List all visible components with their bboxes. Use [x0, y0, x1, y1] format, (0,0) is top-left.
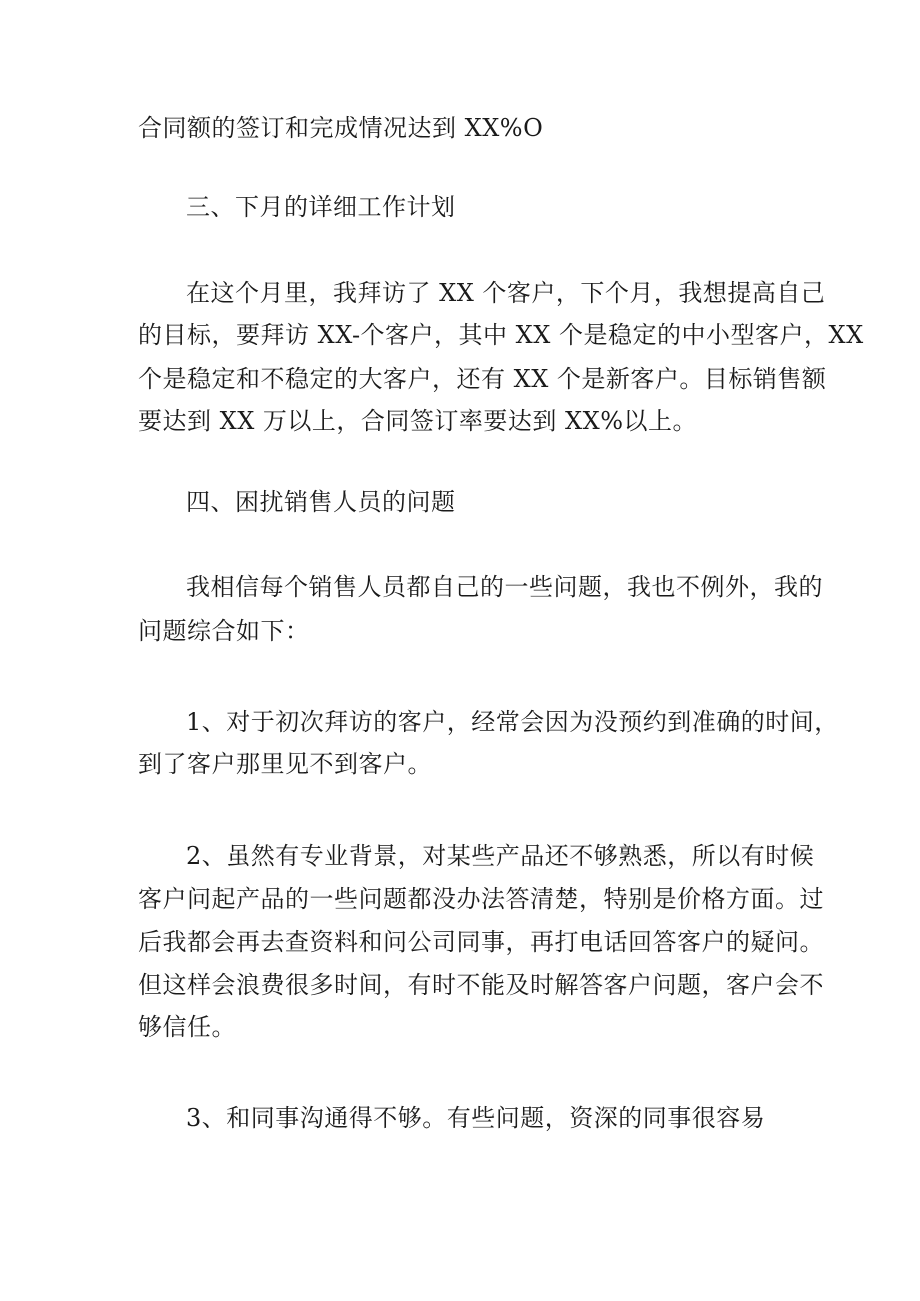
section-heading: 三、下月的详细工作计划: [186, 193, 456, 221]
list-item-line: 客户问起产品的一些问题都没办法答清楚，特别是价格方面。过: [138, 885, 824, 913]
list-item-line: 后我都会再去查资料和问公司同事，再打电话回答客户的疑问。: [138, 928, 824, 956]
paragraph-line: 合同额的签订和完成情况达到 XX%O: [138, 114, 544, 142]
paragraph-line: 问题综合如下：: [138, 617, 310, 645]
list-item-line: 2、虽然有专业背景，对某些产品还不够熟悉，所以有时候: [186, 842, 815, 870]
paragraph-line: 在这个月里，我拜访了 XX 个客户，下个月，我想提高自己: [186, 279, 826, 307]
list-item-line: 够信任。: [138, 1013, 236, 1041]
list-item-line: 1、对于初次拜访的客户，经常会因为没预约到准确的时间，: [186, 708, 839, 736]
section-heading: 四、困扰销售人员的问题: [186, 488, 456, 516]
paragraph-line: 要达到 XX 万以上，合同签订率要达到 XX%以上。: [138, 407, 698, 435]
list-item-line: 到了客户那里见不到客户。: [138, 750, 432, 778]
list-item-line: 但这样会浪费很多时间，有时不能及时解答客户问题，客户会不: [138, 971, 824, 999]
paragraph-line: 的目标，要拜访 XX-个客户，其中 XX 个是稳定的中小型客户，XX: [138, 321, 864, 349]
list-item-line: 3、和同事沟通得不够。有些问题，资深的同事很容易: [186, 1104, 766, 1132]
paragraph-line: 我相信每个销售人员都自己的一些问题，我也不例外，我的: [186, 573, 823, 601]
paragraph-line: 个是稳定和不稳定的大客户，还有 XX 个是新客户。目标销售额: [138, 365, 827, 393]
